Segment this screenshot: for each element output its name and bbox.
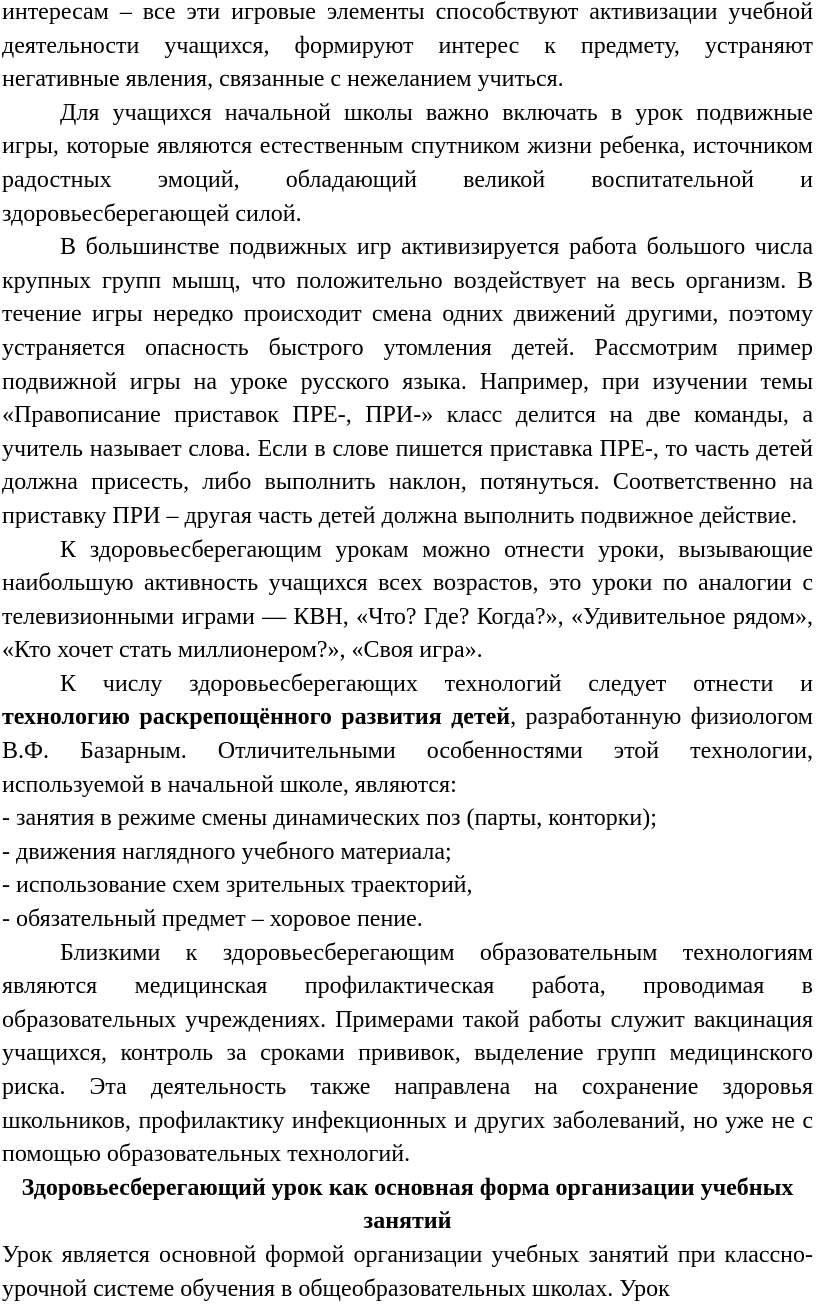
paragraph-5-start: К числу здоровьесберегающих технологий следует отнести и	[60, 670, 813, 697]
document-body	[2, 0, 813, 1306]
section-heading: Здоровьесберегающий урок как основная форма организации учебных занятий	[21, 1174, 794, 1235]
paragraph-3: В большинстве подвижных игр активизируется работа большого числа крупных групп мышц, что положительно воздействует на весь организм. В течение игры нередко происходит смена одних движений другими, поэтому устраняется опасность быстрого утомления детей. Рассмотрим пример подвижной игры на уроке русского языка. Например, при изучении темы «Правописание приставок ПРЕ-, ПРИ-» класс делится на две команды, а учитель называет слова. Если в слове пишется приставка ПРЕ-, то часть детей должна присесть, либо выполнить наклон, потянуться. Соответственно на приставку ПРИ – другая часть детей должна выполнить подвижное действие.	[2, 234, 813, 529]
list-item: - занятия в режиме смены динамических поз (парты, конторки);	[2, 805, 657, 832]
paragraph-7-line-1: Урок является основной формой организации учебных занятий при классно-	[2, 1241, 813, 1268]
paragraph-5-end: , разработанную физиологом В.Ф. Базарным. Отличительными особенностями этой технологии, используемой в начальной школе, являются:	[2, 704, 813, 798]
paragraph-1: интересам – все эти игровые элементы способствуют активизации учебной деятельности учащихся, формируют интерес к предмету, устраняют негативные явления, связанные с нежеланием учиться.	[2, 0, 813, 93]
paragraph-2: Для учащихся начальной школы важно включать в урок подвижные игры, которые являются естественным спутником жизни ребенка, источником радостных эмоций, обладающий великой воспитательной и здоровьесберегающей силой.	[2, 99, 813, 227]
paragraph-7-line-2: урочной системе обучения в общеобразовательных школах. Урок	[2, 1275, 670, 1302]
paragraph-6: Близкими к здоровьесберегающим образовательным технологиям являются медицинская профилактическая работа, проводимая в образовательных учреждениях. Примерами такой работы служит вакцинация учащихся, контроль за сроками прививок, выделение групп медицинского риска. Эта деятельность также направлена на сохранение здоровья школьников, профилактику инфекционных и других заболеваний, но уже не с помощью образовательных технологий.	[2, 939, 813, 1168]
paragraph-5-bold-term: технологию раскрепощённого развития детей	[2, 704, 511, 731]
features-list	[2, 802, 813, 936]
paragraph-5	[2, 668, 813, 802]
list-item: - обязательный предмет – хоровое пение.	[2, 906, 423, 933]
paragraph-4: К здоровьесберегающим урокам можно отнести уроки, вызывающие наибольшую активность учащихся всех возрастов, это уроки по аналогии с телевизионными играми — КВН, «Что? Где? Когда?», «Удивительное рядом», «Кто хочет стать миллионером?», «Своя игра».	[2, 536, 813, 664]
list-item: - движения наглядного учебного материала;	[2, 838, 452, 865]
list-item: - использование схем зрительных траекторий,	[2, 872, 473, 899]
